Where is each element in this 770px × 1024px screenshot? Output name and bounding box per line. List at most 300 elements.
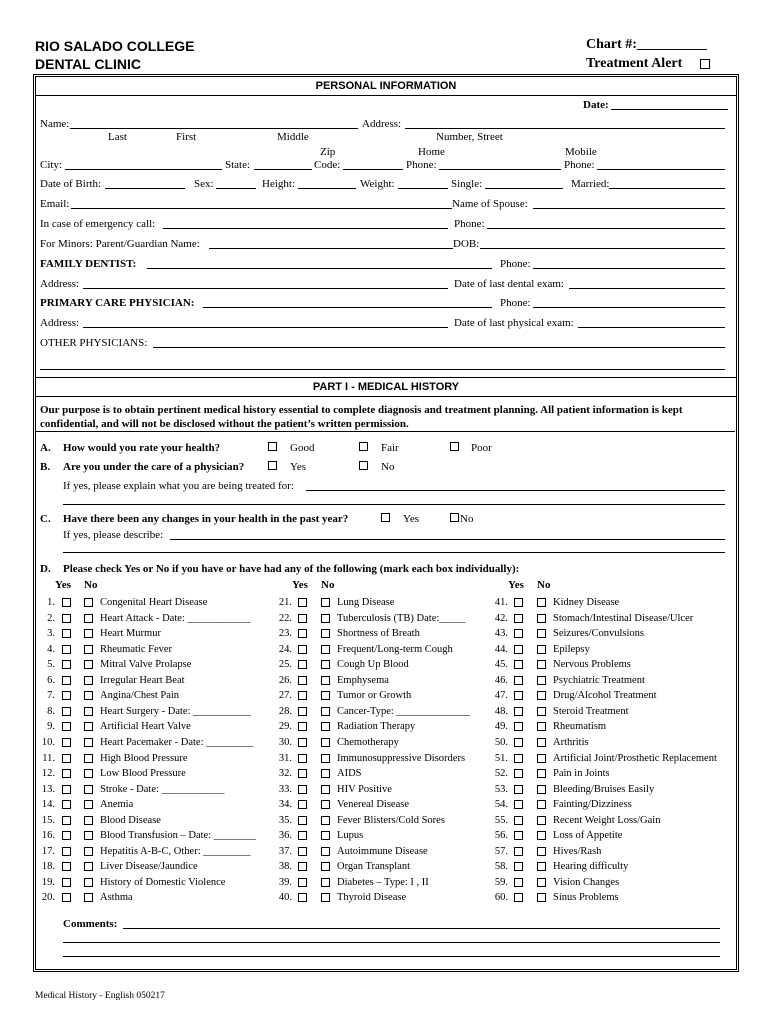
condition-label: Artificial Joint/Prosthetic Replacement xyxy=(553,752,717,764)
purpose-divider xyxy=(36,431,735,432)
condition-label: Arthritis xyxy=(553,736,589,748)
health-poor-label: Poor xyxy=(471,442,492,454)
condition-yes-checkbox[interactable] xyxy=(514,862,523,871)
condition-yes-checkbox[interactable] xyxy=(62,831,71,840)
married-label: Married: xyxy=(571,178,610,190)
condition-no-checkbox[interactable] xyxy=(84,645,93,654)
condition-no-checkbox[interactable] xyxy=(321,738,330,747)
personal-info-header: PERSONAL INFORMATION xyxy=(36,76,736,96)
changes-yes-checkbox[interactable] xyxy=(381,513,390,522)
health-good-checkbox[interactable] xyxy=(268,442,277,451)
condition-number: 32. xyxy=(278,768,292,780)
condition-number: 16. xyxy=(41,830,55,842)
email-field[interactable] xyxy=(71,208,452,209)
condition-no-checkbox[interactable] xyxy=(537,691,546,700)
date-label: Date: xyxy=(583,99,609,111)
condition-no-checkbox[interactable] xyxy=(321,707,330,716)
condition-label: Cancer-Type: ______________ xyxy=(337,705,470,717)
condition-yes-checkbox[interactable] xyxy=(62,629,71,638)
condition-label: Rheumatic Fever xyxy=(100,643,173,655)
last-physical-field[interactable] xyxy=(578,327,725,328)
condition-no-checkbox[interactable] xyxy=(321,800,330,809)
condition-number: 12. xyxy=(41,768,55,780)
condition-yes-checkbox[interactable] xyxy=(298,691,307,700)
zip-label: Code: xyxy=(314,159,341,171)
health-fair-checkbox[interactable] xyxy=(359,442,368,451)
other-physicians-label: OTHER PHYSICIANS: xyxy=(40,337,148,349)
condition-no-checkbox[interactable] xyxy=(537,754,546,763)
condition-no-checkbox[interactable] xyxy=(84,878,93,887)
dentist-address-label: Address: xyxy=(40,278,80,290)
condition-number: 34. xyxy=(278,799,292,811)
col3-no-header: No xyxy=(537,579,551,591)
condition-yes-checkbox[interactable] xyxy=(298,645,307,654)
comments-field-2[interactable] xyxy=(63,942,720,943)
condition-no-checkbox[interactable] xyxy=(84,754,93,763)
name-label: Name: xyxy=(40,118,70,130)
footer-text: Medical History - English 050217 xyxy=(35,991,165,1001)
home-phone-field[interactable] xyxy=(439,169,561,170)
condition-no-checkbox[interactable] xyxy=(321,660,330,669)
condition-number: 36. xyxy=(278,830,292,842)
condition-no-checkbox[interactable] xyxy=(84,598,93,607)
question-c-letter: C. xyxy=(40,513,51,525)
condition-number: 20. xyxy=(41,892,55,904)
condition-no-checkbox[interactable] xyxy=(84,785,93,794)
condition-yes-checkbox[interactable] xyxy=(298,722,307,731)
condition-no-checkbox[interactable] xyxy=(537,862,546,871)
condition-yes-checkbox[interactable] xyxy=(62,598,71,607)
changes-describe-label: If yes, please describe: xyxy=(63,529,164,541)
condition-label: Shortness of Breath xyxy=(337,628,420,640)
condition-yes-checkbox[interactable] xyxy=(298,785,307,794)
condition-yes-checkbox[interactable] xyxy=(514,769,523,778)
condition-label: Mitral Valve Prolapse xyxy=(100,659,192,671)
condition-label: Angina/Chest Pain xyxy=(100,690,180,702)
condition-no-checkbox[interactable] xyxy=(537,893,546,902)
condition-number: 26. xyxy=(278,674,292,686)
condition-yes-checkbox[interactable] xyxy=(298,831,307,840)
condition-label: Seizures/Convulsions xyxy=(553,628,644,640)
condition-no-checkbox[interactable] xyxy=(537,785,546,794)
col1-no-header: No xyxy=(84,579,98,591)
condition-no-checkbox[interactable] xyxy=(321,769,330,778)
date-field[interactable] xyxy=(611,109,728,110)
condition-no-checkbox[interactable] xyxy=(537,629,546,638)
condition-no-checkbox[interactable] xyxy=(84,893,93,902)
condition-number: 1. xyxy=(47,597,55,608)
emergency-label: In case of emergency call: xyxy=(40,218,156,230)
condition-label: Blood Disease xyxy=(100,814,161,826)
pcp-field[interactable] xyxy=(203,307,492,308)
condition-label: Steroid Treatment xyxy=(553,705,629,717)
address-field[interactable] xyxy=(405,128,725,129)
condition-no-checkbox[interactable] xyxy=(84,722,93,731)
condition-number: 59. xyxy=(494,876,508,888)
condition-yes-checkbox[interactable] xyxy=(514,800,523,809)
dentist-phone-label: Phone: xyxy=(500,258,531,270)
condition-yes-checkbox[interactable] xyxy=(62,691,71,700)
condition-no-checkbox[interactable] xyxy=(84,769,93,778)
treatment-explain-label: If yes, please explain what you are being treated for: xyxy=(63,480,294,492)
condition-number: 53. xyxy=(494,783,508,795)
changes-describe-field-2[interactable] xyxy=(63,552,725,553)
state-field[interactable] xyxy=(254,169,312,170)
question-d-text: Please check Yes or No if you have or have had any of the following (mark each box individually): xyxy=(63,563,520,575)
condition-yes-checkbox[interactable] xyxy=(514,831,523,840)
question-a-letter: A. xyxy=(40,442,51,454)
condition-yes-checkbox[interactable] xyxy=(514,847,523,856)
question-b-text: Are you under the care of a physician? xyxy=(63,461,245,473)
condition-number: 46. xyxy=(494,674,508,686)
condition-number: 48. xyxy=(494,705,508,717)
condition-number: 49. xyxy=(494,721,508,733)
condition-no-checkbox[interactable] xyxy=(84,816,93,825)
condition-label: Fainting/Dizziness xyxy=(553,799,632,811)
col2-yes-header: Yes xyxy=(292,579,308,591)
condition-no-checkbox[interactable] xyxy=(84,629,93,638)
condition-label: Psychiatric Treatment xyxy=(553,674,645,686)
condition-no-checkbox[interactable] xyxy=(537,614,546,623)
health-fair-label: Fair xyxy=(381,442,399,454)
weight-label: Weight: xyxy=(360,178,395,190)
condition-label: Heart Attack - Date: ____________ xyxy=(100,612,251,624)
pcp-phone-label: Phone: xyxy=(500,297,531,309)
medical-history-header: PART I - MEDICAL HISTORY xyxy=(36,377,736,397)
condition-no-checkbox[interactable] xyxy=(321,598,330,607)
condition-no-checkbox[interactable] xyxy=(321,878,330,887)
condition-no-checkbox[interactable] xyxy=(537,800,546,809)
condition-yes-checkbox[interactable] xyxy=(298,676,307,685)
condition-yes-checkbox[interactable] xyxy=(514,598,523,607)
condition-yes-checkbox[interactable] xyxy=(62,769,71,778)
treatment-explain-field[interactable] xyxy=(306,490,725,491)
condition-yes-checkbox[interactable] xyxy=(298,847,307,856)
condition-yes-checkbox[interactable] xyxy=(298,754,307,763)
condition-label: Chemotherapy xyxy=(337,736,399,748)
condition-number: 14. xyxy=(41,799,55,811)
condition-no-checkbox[interactable] xyxy=(321,847,330,856)
condition-label: HIV Positive xyxy=(337,783,392,795)
name-field[interactable] xyxy=(70,128,358,129)
condition-yes-checkbox[interactable] xyxy=(514,878,523,887)
single-label: Single: xyxy=(451,178,483,190)
condition-no-checkbox[interactable] xyxy=(84,862,93,871)
condition-label: Stomach/Intestinal Disease/Ulcer xyxy=(553,612,694,624)
treatment-alert-label: Treatment Alert xyxy=(586,56,683,71)
family-dentist-label: FAMILY DENTIST: xyxy=(40,258,137,270)
condition-no-checkbox[interactable] xyxy=(84,847,93,856)
condition-no-checkbox[interactable] xyxy=(321,816,330,825)
condition-label: Hepatitis A-B-C, Other: _________ xyxy=(100,845,251,857)
condition-label: Rheumatism xyxy=(553,721,607,733)
condition-label: Congenital Heart Disease xyxy=(100,597,208,608)
mobile-phone-field[interactable] xyxy=(597,169,725,170)
condition-yes-checkbox[interactable] xyxy=(62,847,71,856)
condition-no-checkbox[interactable] xyxy=(321,722,330,731)
condition-number: 45. xyxy=(494,659,508,671)
height-field[interactable] xyxy=(298,188,356,189)
condition-number: 56. xyxy=(494,830,508,842)
condition-no-checkbox[interactable] xyxy=(537,660,546,669)
condition-yes-checkbox[interactable] xyxy=(514,614,523,623)
zip-field[interactable] xyxy=(343,169,403,170)
condition-label: Lupus xyxy=(337,830,364,842)
condition-number: 30. xyxy=(278,736,292,748)
condition-label: Emphysema xyxy=(337,674,389,686)
guardian-dob-label: DOB: xyxy=(453,238,480,250)
college-name: RIO SALADO COLLEGE xyxy=(35,38,195,54)
condition-number: 54. xyxy=(494,799,508,811)
state-label: State: xyxy=(225,159,251,171)
comments-field[interactable] xyxy=(123,928,720,929)
condition-label: Stroke - Date: ____________ xyxy=(100,783,225,795)
condition-yes-checkbox[interactable] xyxy=(514,629,523,638)
condition-label: Recent Weight Loss/Gain xyxy=(553,814,661,826)
last-dental-field[interactable] xyxy=(569,288,725,289)
condition-number: 4. xyxy=(47,643,55,655)
condition-yes-checkbox[interactable] xyxy=(62,893,71,902)
spouse-label: Name of Spouse: xyxy=(452,198,528,210)
dentist-phone-field[interactable] xyxy=(533,268,725,269)
condition-number: 21. xyxy=(278,597,292,608)
condition-label: Kidney Disease xyxy=(553,597,620,608)
condition-no-checkbox[interactable] xyxy=(537,645,546,654)
condition-label: Bleeding/Bruises Easily xyxy=(553,783,655,795)
condition-no-checkbox[interactable] xyxy=(321,862,330,871)
condition-no-checkbox[interactable] xyxy=(321,785,330,794)
condition-label: Sinus Problems xyxy=(553,892,619,904)
guardian-dob-field[interactable] xyxy=(480,248,725,249)
condition-number: 3. xyxy=(47,628,55,640)
condition-no-checkbox[interactable] xyxy=(537,831,546,840)
condition-yes-checkbox[interactable] xyxy=(514,660,523,669)
sex-field[interactable] xyxy=(216,188,256,189)
condition-no-checkbox[interactable] xyxy=(321,831,330,840)
question-c-text: Have there been any changes in your health in the past year? xyxy=(63,513,349,525)
health-good-label: Good xyxy=(290,442,315,454)
city-field[interactable] xyxy=(65,169,222,170)
treatment-alert-checkbox[interactable] xyxy=(700,59,710,69)
condition-no-checkbox[interactable] xyxy=(84,800,93,809)
condition-no-checkbox[interactable] xyxy=(321,614,330,623)
condition-yes-checkbox[interactable] xyxy=(514,645,523,654)
condition-yes-checkbox[interactable] xyxy=(62,862,71,871)
condition-number: 23. xyxy=(278,628,292,640)
condition-no-checkbox[interactable] xyxy=(84,660,93,669)
condition-no-checkbox[interactable] xyxy=(321,754,330,763)
condition-yes-checkbox[interactable] xyxy=(298,893,307,902)
condition-yes-checkbox[interactable] xyxy=(62,816,71,825)
condition-yes-checkbox[interactable] xyxy=(62,614,71,623)
condition-number: 19. xyxy=(41,876,55,888)
question-d-letter: D. xyxy=(40,563,51,575)
condition-yes-checkbox[interactable] xyxy=(514,676,523,685)
condition-no-checkbox[interactable] xyxy=(537,707,546,716)
condition-yes-checkbox[interactable] xyxy=(514,816,523,825)
mobile-phone-label: Phone: xyxy=(564,159,595,171)
condition-number: 51. xyxy=(494,752,508,764)
pcp-address-field[interactable] xyxy=(83,327,448,328)
condition-no-checkbox[interactable] xyxy=(537,598,546,607)
condition-label: Lung Disease xyxy=(337,597,395,608)
single-field[interactable] xyxy=(485,188,563,189)
condition-no-checkbox[interactable] xyxy=(321,629,330,638)
condition-yes-checkbox[interactable] xyxy=(298,878,307,887)
condition-no-checkbox[interactable] xyxy=(84,738,93,747)
condition-yes-checkbox[interactable] xyxy=(62,878,71,887)
condition-number: 39. xyxy=(278,876,292,888)
condition-yes-checkbox[interactable] xyxy=(298,738,307,747)
condition-label: Tumor or Growth xyxy=(337,690,412,702)
other-physicians-field[interactable] xyxy=(153,347,725,348)
condition-no-checkbox[interactable] xyxy=(537,847,546,856)
condition-label: Hearing difficulty xyxy=(553,861,629,873)
condition-number: 52. xyxy=(494,768,508,780)
condition-number: 37. xyxy=(278,845,292,857)
condition-no-checkbox[interactable] xyxy=(321,676,330,685)
home-caption: Home xyxy=(418,146,445,158)
emergency-phone-field[interactable] xyxy=(487,228,725,229)
city-label: City: xyxy=(40,159,63,171)
condition-yes-checkbox[interactable] xyxy=(514,722,523,731)
condition-number: 7. xyxy=(47,690,55,702)
condition-yes-checkbox[interactable] xyxy=(62,660,71,669)
condition-yes-checkbox[interactable] xyxy=(62,738,71,747)
married-field[interactable] xyxy=(609,188,725,189)
condition-label: Irregular Heart Beat xyxy=(100,674,185,686)
condition-yes-checkbox[interactable] xyxy=(514,738,523,747)
condition-yes-checkbox[interactable] xyxy=(514,691,523,700)
condition-yes-checkbox[interactable] xyxy=(298,769,307,778)
dob-label: Date of Birth: xyxy=(40,178,102,190)
condition-number: 2. xyxy=(47,612,55,624)
chart-number-field[interactable]: Chart #:__________ xyxy=(586,37,707,52)
condition-label: Heart Murmur xyxy=(100,628,161,640)
condition-label: Artificial Heart Valve xyxy=(100,721,191,733)
condition-no-checkbox[interactable] xyxy=(321,645,330,654)
condition-number: 41. xyxy=(494,597,508,608)
condition-yes-checkbox[interactable] xyxy=(514,893,523,902)
changes-describe-field[interactable] xyxy=(170,539,725,540)
question-a-text: How would you rate your health? xyxy=(63,442,221,454)
condition-no-checkbox[interactable] xyxy=(84,831,93,840)
condition-number: 44. xyxy=(494,643,508,655)
changes-no-label: No xyxy=(460,513,474,525)
condition-label: Asthma xyxy=(100,892,133,904)
last-caption: Last xyxy=(108,131,127,143)
condition-label: Immunosuppressive Disorders xyxy=(337,752,466,764)
condition-yes-checkbox[interactable] xyxy=(298,629,307,638)
condition-yes-checkbox[interactable] xyxy=(514,754,523,763)
other-physicians-field-2[interactable] xyxy=(40,369,725,370)
condition-number: 42. xyxy=(494,612,508,624)
email-label: Email: xyxy=(40,198,70,210)
physician-no-checkbox[interactable] xyxy=(359,461,368,470)
condition-no-checkbox[interactable] xyxy=(321,893,330,902)
pcp-phone-field[interactable] xyxy=(533,307,725,308)
condition-label: Autoimmune Disease xyxy=(337,845,428,857)
condition-yes-checkbox[interactable] xyxy=(298,800,307,809)
changes-no-checkbox[interactable] xyxy=(450,513,459,522)
condition-yes-checkbox[interactable] xyxy=(62,707,71,716)
condition-no-checkbox[interactable] xyxy=(537,676,546,685)
condition-no-checkbox[interactable] xyxy=(84,676,93,685)
condition-label: Thyroid Disease xyxy=(337,892,407,904)
condition-yes-checkbox[interactable] xyxy=(62,676,71,685)
condition-yes-checkbox[interactable] xyxy=(514,707,523,716)
condition-label: Hives/Rash xyxy=(553,845,602,857)
condition-yes-checkbox[interactable] xyxy=(514,785,523,794)
emergency-field[interactable] xyxy=(163,228,448,229)
condition-label: High Blood Pressure xyxy=(100,752,188,764)
family-dentist-field[interactable] xyxy=(147,268,492,269)
condition-no-checkbox[interactable] xyxy=(84,691,93,700)
condition-label: Pain in Joints xyxy=(553,768,610,780)
col1-yes-header: Yes xyxy=(55,579,71,591)
condition-no-checkbox[interactable] xyxy=(84,707,93,716)
last-physical-label: Date of last physical exam: xyxy=(454,317,574,329)
condition-yes-checkbox[interactable] xyxy=(62,645,71,654)
condition-number: 31. xyxy=(278,752,292,764)
condition-yes-checkbox[interactable] xyxy=(298,816,307,825)
condition-label: Low Blood Pressure xyxy=(100,768,186,780)
condition-label: Nervous Problems xyxy=(553,659,631,671)
condition-number: 8. xyxy=(47,705,55,717)
last-dental-label: Date of last dental exam: xyxy=(454,278,564,290)
physician-yes-label: Yes xyxy=(290,461,307,473)
treatment-explain-field-2[interactable] xyxy=(63,504,725,505)
condition-yes-checkbox[interactable] xyxy=(62,754,71,763)
condition-no-checkbox[interactable] xyxy=(84,614,93,623)
condition-label: Radiation Therapy xyxy=(337,721,416,733)
condition-no-checkbox[interactable] xyxy=(537,816,546,825)
dentist-address-field[interactable] xyxy=(83,288,448,289)
spouse-field[interactable] xyxy=(533,208,725,209)
condition-no-checkbox[interactable] xyxy=(321,691,330,700)
condition-no-checkbox[interactable] xyxy=(537,878,546,887)
condition-number: 6. xyxy=(47,674,55,686)
comments-field-3[interactable] xyxy=(63,956,720,957)
condition-number: 55. xyxy=(494,814,508,826)
condition-label: Organ Transplant xyxy=(337,861,411,873)
condition-no-checkbox[interactable] xyxy=(537,722,546,731)
condition-label: Blood Transfusion – Date: ________ xyxy=(100,830,256,842)
condition-number: 5. xyxy=(47,659,55,671)
condition-yes-checkbox[interactable] xyxy=(298,660,307,669)
condition-label: Epilepsy xyxy=(553,643,590,655)
condition-label: AIDS xyxy=(337,768,362,780)
condition-no-checkbox[interactable] xyxy=(537,738,546,747)
weight-field[interactable] xyxy=(398,188,448,189)
condition-no-checkbox[interactable] xyxy=(537,769,546,778)
condition-label: Diabetes – Type: I , II xyxy=(337,876,429,888)
street-caption: Number, Street xyxy=(436,131,503,143)
dob-field[interactable] xyxy=(105,188,185,189)
condition-yes-checkbox[interactable] xyxy=(298,707,307,716)
height-label: Height: xyxy=(262,178,295,190)
condition-yes-checkbox[interactable] xyxy=(62,722,71,731)
condition-yes-checkbox[interactable] xyxy=(62,785,71,794)
guardian-field[interactable] xyxy=(209,248,453,249)
condition-yes-checkbox[interactable] xyxy=(298,614,307,623)
health-poor-checkbox[interactable] xyxy=(450,442,459,451)
condition-yes-checkbox[interactable] xyxy=(298,598,307,607)
condition-label: Venereal Disease xyxy=(337,799,410,811)
physician-yes-checkbox[interactable] xyxy=(268,461,277,470)
condition-yes-checkbox[interactable] xyxy=(62,800,71,809)
condition-yes-checkbox[interactable] xyxy=(298,862,307,871)
